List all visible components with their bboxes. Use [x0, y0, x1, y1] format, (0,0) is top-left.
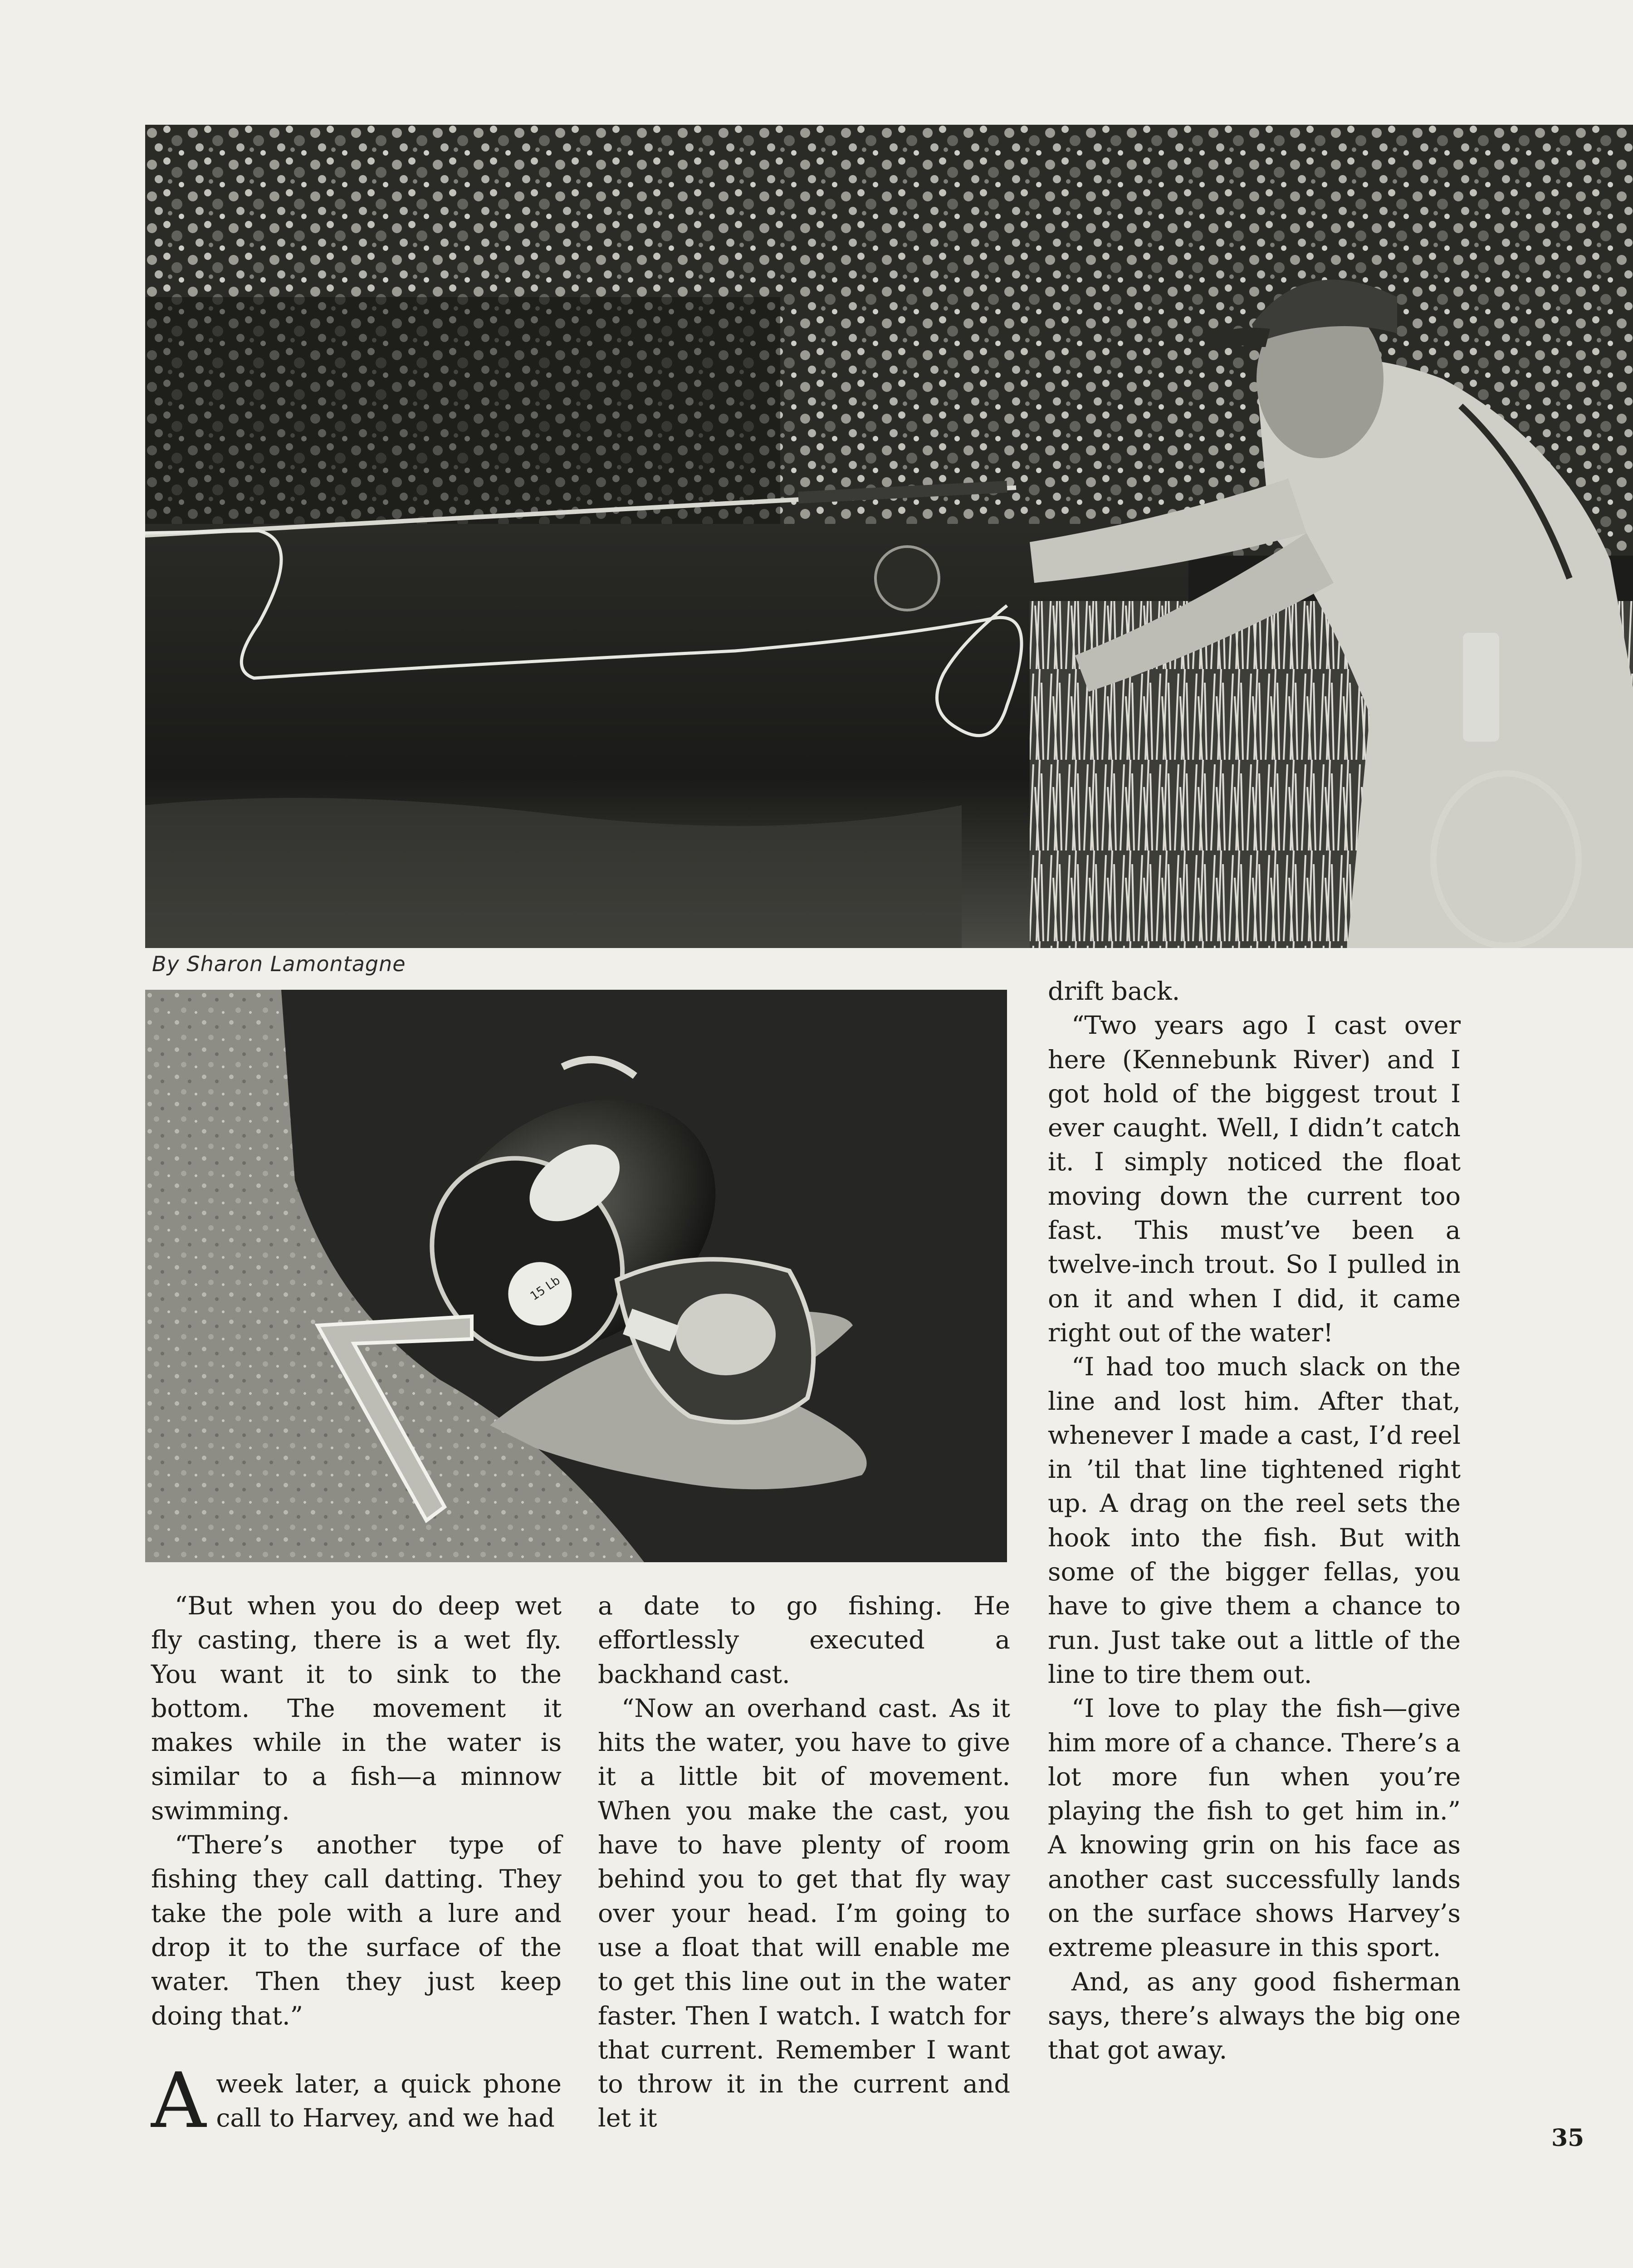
- drop-cap: A: [151, 2056, 206, 2145]
- paragraph: “I had too much slack on the line and lost him. After that, whenever I made a cast, I’d reel in ’til that line tightened right up. A drag on the reel sets the hook into the fish. But with some of the bigger fellas, you have to give them a chance to run. Just take out a little of the line to tire them out.: [1048, 1352, 1461, 1689]
- paragraph: “But when you do deep wet fly casting, there is a wet fly. You want it to sink to the bottom. The movement it makes while in the water is similar to a fish—a minnow swimming.: [151, 1591, 562, 1826]
- paragraph: “I love to play the fish—give him more of a chance. There’s a lot more fun when you’re playing the fish to get him in.” A knowing grin on his face as another cast successfully lands on the surface shows Harvey’s extreme pleasure in this sport.: [1048, 1694, 1461, 1963]
- paragraph: “Two years ago I cast over here (Kennebunk River) and I got hold of the biggest trout I ever caught. Well, I didn’t catch it. I simply noticed the float moving down the current too fast. This must’ve been a twelve-inch trout. So I pulled in on it and when I did, it came right out of the water!: [1048, 1011, 1461, 1348]
- paragraph: And, as any good fisherman says, there’s always the big one that got away.: [1048, 1967, 1461, 2065]
- fly-fisherman-photo: [145, 125, 1633, 948]
- byline: By Sharon Lamontagne: [152, 952, 406, 976]
- article-column-1: [151, 1589, 562, 2145]
- paragraph-text: week later, a quick phone call to Harvey, and we had: [216, 2069, 562, 2133]
- fishing-reel-photo: [145, 990, 1007, 1562]
- reel-label: 15 Lb: [528, 1274, 563, 1304]
- paragraph: “Now an overhand cast. As it hits the water, you have to give it a little bit of movement. When you make the cast, you have to have plenty of room behind you to get that fly way over your head. I’m going to use a float that will enable me to get this line out in the water faster. Then I watch. I watch for that current. Remember I want to throw it in the current and let it: [598, 1693, 1010, 2133]
- paragraph: drift back.: [1048, 977, 1180, 1006]
- article-column-3: [1048, 974, 1461, 2068]
- dropcap-paragraph: [151, 2056, 562, 2145]
- paragraph: a date to go fishing. He effortlessly executed a backhand cast.: [598, 1591, 1010, 1689]
- section-break: [151, 2033, 562, 2067]
- fly-fisherman-photo-art: [145, 125, 1633, 948]
- article-column-2: [598, 1589, 1010, 2136]
- page-number: 35: [1551, 2124, 1584, 2152]
- paragraph: “There’s another type of fishing they call datting. They take the pole with a lure and drop it to the surface of the water. Then they just keep doing that.”: [151, 1830, 562, 2031]
- fishing-reel-photo-art: [145, 990, 1007, 1562]
